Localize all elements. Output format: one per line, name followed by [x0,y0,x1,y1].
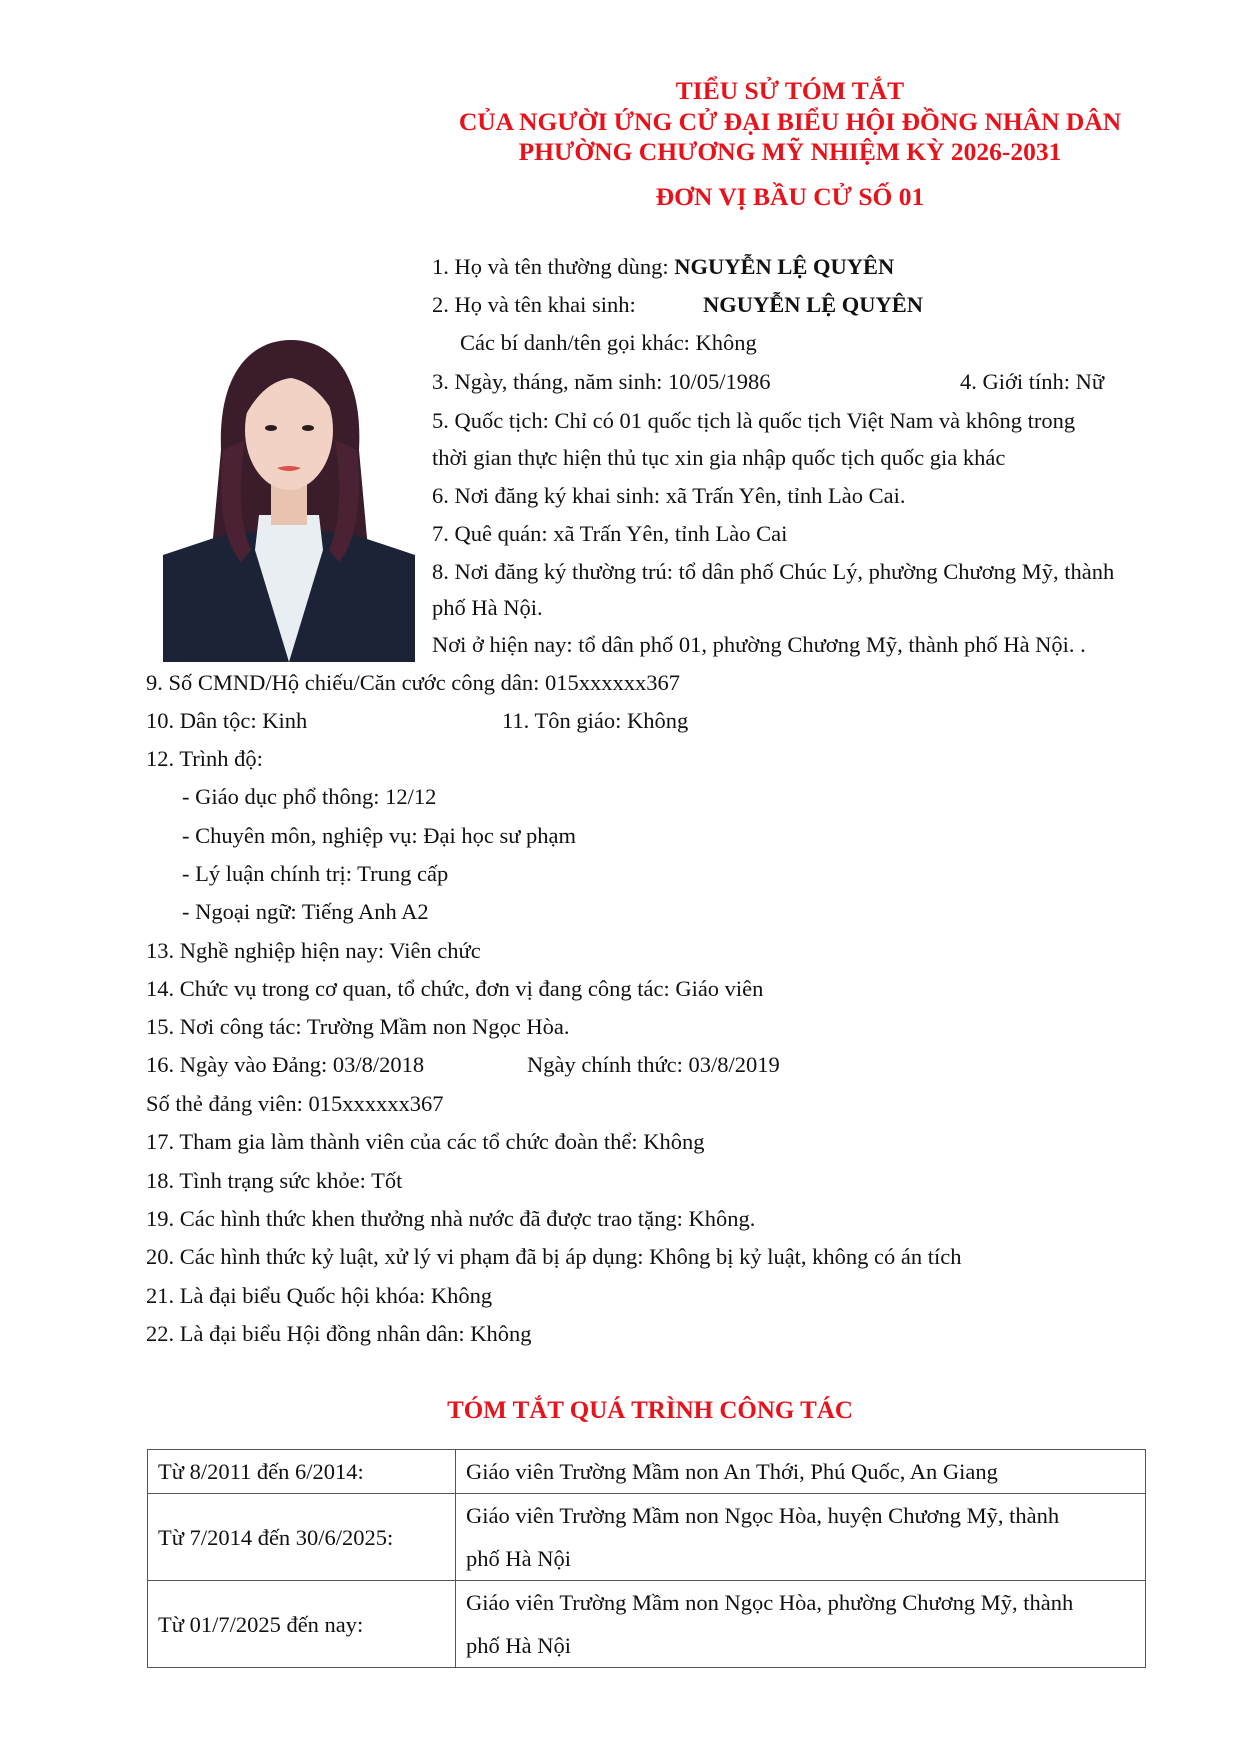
document-title: TIỂU SỬ TÓM TẮT [675,76,905,105]
field-party-card: Số thẻ đảng viên: 015xxxxxx367 [146,1091,444,1116]
education-political: - Lý luận chính trị: Trung cấp [182,861,449,886]
career-description-line: Giáo viên Trường Mầm non Ngọc Hòa, huyện Chương Mỹ, thành [466,1503,1060,1528]
field-national-assembly: 21. Là đại biểu Quốc hội khóa: Không [146,1283,493,1308]
field-label: 1. Họ và tên thường dùng: [432,254,675,279]
field-education: 12. Trình độ: [146,746,263,771]
field-nationality: 5. Quốc tịch: Chỉ có 01 quốc tịch là quốc tịch Việt Nam và không trong [432,408,1076,433]
career-description [456,1450,1146,1494]
career-description-line: Giáo viên Trường Mầm non An Thới, Phú Quốc, An Giang [466,1459,998,1484]
document-subtitle-ward: PHƯỜNG CHƯƠNG MỸ NHIỆM KỲ 2026-2031 [518,137,1062,166]
education-language: - Ngoại ngữ: Tiếng Anh A2 [182,899,429,924]
career-section-title: TÓM TẮT QUÁ TRÌNH CÔNG TÁC [447,1397,853,1424]
field-health: 18. Tình trạng sức khỏe: Tốt [146,1168,403,1193]
field-permanent-residence-cont: phố Hà Nội. [432,595,543,620]
career-description-line: phố Hà Nội [466,1633,571,1658]
field-id-number: 9. Số CMND/Hộ chiếu/Căn cước công dân: 015xxxxxx367 [146,670,681,695]
field-permanent-residence: 8. Nơi đăng ký thường trú: tổ dân phố Chúc Lý, phường Chương Mỹ, thành [432,559,1115,584]
field-birth-registration: 6. Nơi đăng ký khai sinh: xã Trấn Yên, tỉnh Lào Cai. [432,483,906,508]
portrait-icon [163,300,415,662]
electoral-unit: ĐƠN VỊ BẦU CỬ SỐ 01 [655,181,925,211]
field-religion: 11. Tôn giáo: Không [502,708,689,733]
candidate-photo [163,300,415,662]
field-occupation: 13. Nghề nghiệp hiện nay: Viên chức [146,938,481,963]
field-position: 14. Chức vụ trong cơ quan, tổ chức, đơn vị đang công tác: Giáo viên [146,976,764,1001]
document-header [430,76,1150,212]
field-party-join-date: 16. Ngày vào Đảng: 03/8/2018 [146,1052,425,1077]
field-discipline: 20. Các hình thức kỷ luật, xử lý vi phạm đã bị áp dụng: Không bị kỷ luật, không có án tích [146,1244,962,1269]
field-birth-name-value [703,290,923,320]
field-workplace: 15. Nơi công tác: Trường Mầm non Ngọc Hòa. [146,1014,570,1039]
career-table [147,1449,1146,1668]
table-row [148,1494,1146,1581]
career-description-line: phố Hà Nội [466,1546,571,1571]
table-row [148,1450,1146,1494]
career-period: Từ 01/7/2025 đến nay: [148,1581,456,1668]
field-common-name [432,252,894,282]
candidate-birth-name: NGUYỄN LỆ QUYÊN [703,292,924,317]
career-description [456,1494,1146,1581]
education-professional: - Chuyên môn, nghiệp vụ: Đại học sư phạm [182,823,577,848]
field-organizations: 17. Tham gia làm thành viên của các tổ chức đoàn thể: Không [146,1129,705,1154]
candidate-name: NGUYỄN LỆ QUYÊN [674,254,895,279]
field-current-residence: Nơi ở hiện nay: tổ dân phố 01, phường Chương Mỹ, thành phố Hà Nội. . [432,632,1086,657]
career-period: Từ 7/2014 đến 30/6/2025: [148,1494,456,1581]
field-nationality-cont: thời gian thực hiện thủ tục xin gia nhập quốc tịch quốc gia khác [432,445,1006,470]
field-alias: Các bí danh/tên gọi khác: Không [460,330,757,355]
education-general: - Giáo dục phổ thông: 12/12 [182,784,437,809]
document-subtitle: CỦA NGƯỜI ỨNG CỬ ĐẠI BIỂU HỘI ĐỒNG NHÂN DÂN [458,106,1122,136]
field-hometown: 7. Quê quán: xã Trấn Yên, tỉnh Lào Cai [432,521,788,546]
field-label: 2. Họ và tên khai sinh: [432,292,636,317]
field-gender: 4. Giới tính: Nữ [960,369,1105,394]
table-row [148,1581,1146,1668]
career-description-line: Giáo viên Trường Mầm non Ngọc Hòa, phường Chương Mỹ, thành [466,1590,1074,1615]
field-awards: 19. Các hình thức khen thưởng nhà nước đã được trao tặng: Không. [146,1206,756,1231]
field-birth-name [432,290,636,320]
career-period: Từ 8/2011 đến 6/2014: [148,1450,456,1494]
field-party-official-date: Ngày chính thức: 03/8/2019 [527,1052,780,1077]
field-peoples-council: 22. Là đại biểu Hội đồng nhân dân: Không [146,1321,532,1346]
field-ethnicity: 10. Dân tộc: Kinh [146,708,308,733]
career-description [456,1581,1146,1668]
field-date-of-birth: 3. Ngày, tháng, năm sinh: 10/05/1986 [432,369,771,394]
